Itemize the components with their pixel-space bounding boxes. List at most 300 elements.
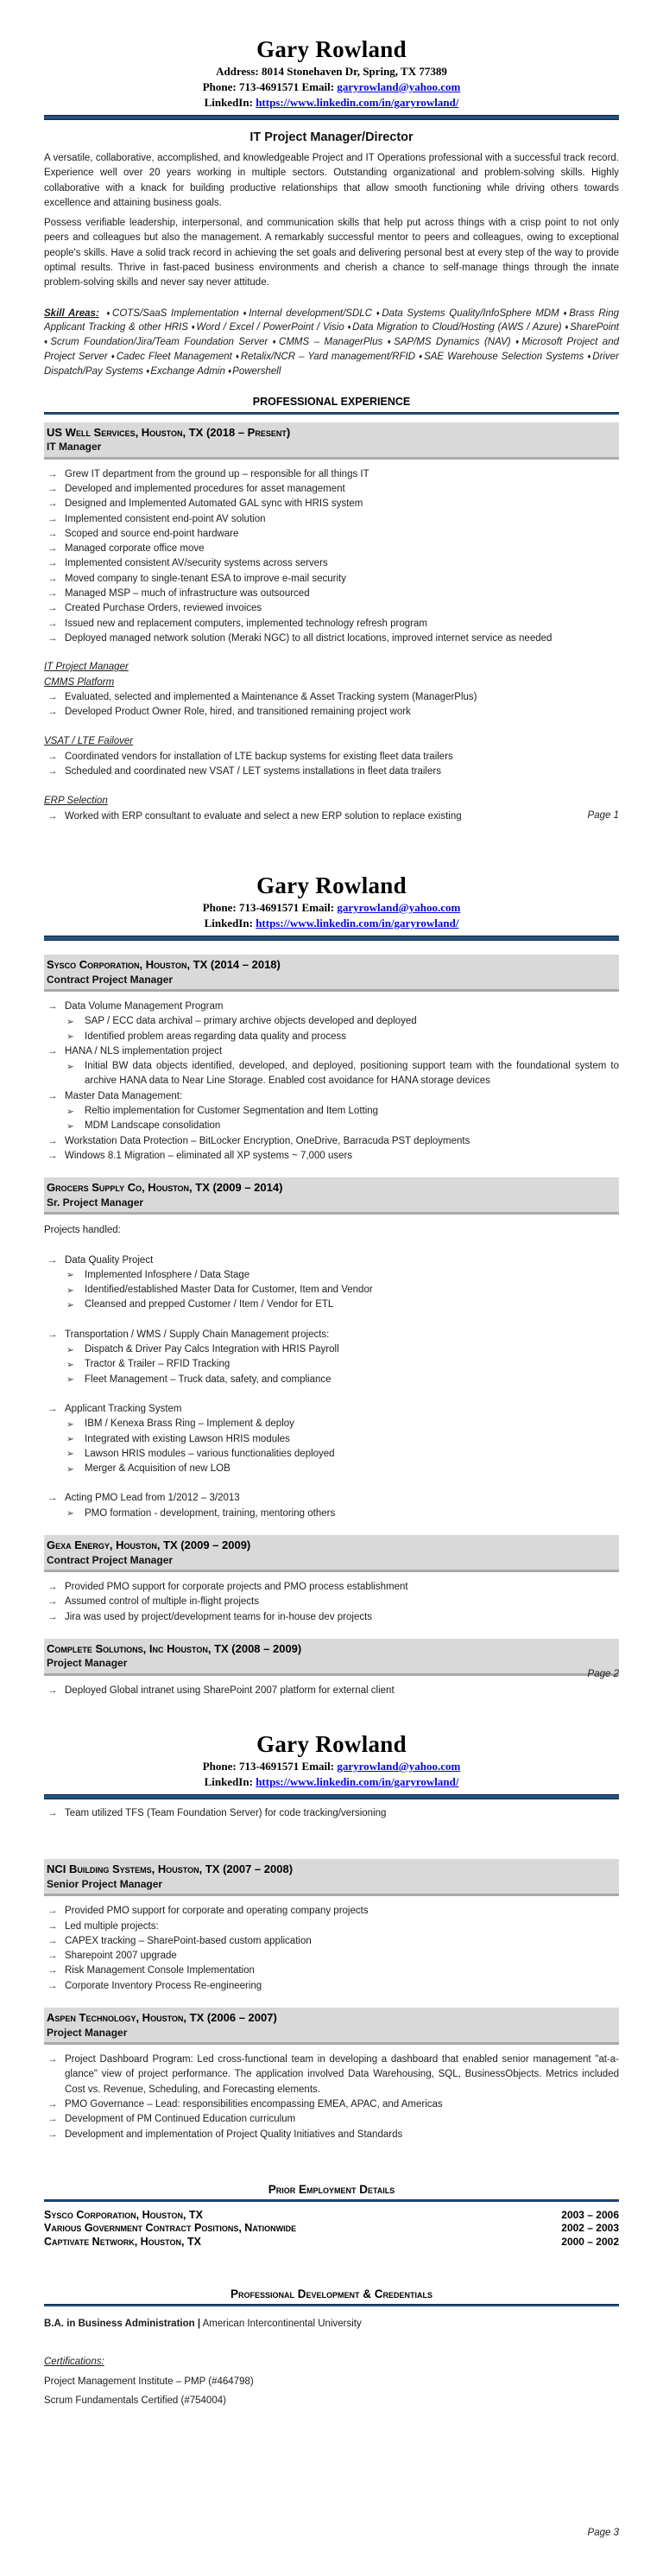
arrow-bullet-icon: → (47, 766, 58, 777)
diamond-bullet-icon: ♦ (146, 366, 150, 375)
prior-employment-row (44, 2222, 619, 2236)
bullet-item (44, 2112, 619, 2127)
bullet-text: Workstation Data Protection – BitLocker Encryption, OneDrive, Barracuda PST deployments (65, 1135, 470, 1146)
skill-item-text: SharePoint (570, 322, 619, 333)
job-company: Sysco Corporation, Houston, TX (2014 – 2018) (47, 958, 281, 971)
linkedin-link[interactable]: https://www.linkedin.com/in/garyrowland/ (256, 96, 459, 109)
sub-bullet-list (65, 1417, 619, 1476)
skill-item-text: Word / Excel / PowerPoint / Visio (196, 322, 344, 333)
degree-line (44, 2317, 619, 2332)
sub-bullet-item (65, 1059, 619, 1089)
bullet-item (44, 1044, 619, 1089)
arrow-bullet-icon: → (47, 1493, 58, 1504)
phone-value: 713-4691571 (238, 1760, 300, 1773)
sub-bullet-item (65, 1462, 619, 1476)
sub-bullet-text: Initial BW data objects identified, developed, and deployed, positioning support team with the foundational system to archive HANA data to Near Line Storage. Enabled cost avoidance for HANA storage devices (85, 1061, 619, 1087)
degree-separator: | (197, 2319, 201, 2330)
bullet-text: Acting PMO Lead from 1/2012 – 3/2013 (65, 1493, 240, 1504)
skill-item (565, 322, 619, 333)
arrow-bullet-icon: → (47, 691, 58, 702)
bullet-item (44, 2128, 619, 2142)
linkedin-link[interactable]: https://www.linkedin.com/in/garyrowland/ (256, 1775, 459, 1788)
diamond-bullet-icon: ♦ (387, 338, 394, 346)
sub-bullet-list (65, 1014, 619, 1044)
arrow-bullet-icon: → (47, 1980, 58, 1991)
sub-bullet-text: PMO formation - development, training, mentoring others (85, 1507, 336, 1519)
bullet-item (44, 512, 619, 527)
arrow-bullet-icon: → (47, 1254, 58, 1266)
bullet-item (44, 601, 619, 616)
phone-email-line (44, 900, 619, 915)
skill-item (146, 366, 225, 377)
skill-item (419, 352, 584, 362)
phone-label: Phone: (202, 1760, 237, 1773)
skill-areas-label: Skill Areas: (44, 308, 99, 319)
project-group (44, 734, 619, 779)
triangle-bullet-icon: ➢ (66, 1120, 74, 1132)
header-divider (44, 936, 619, 941)
diamond-bullet-icon: ♦ (235, 352, 240, 361)
arrow-bullet-icon: → (47, 1403, 58, 1414)
prior-dates: 2003 – 2006 (561, 2208, 619, 2221)
bullet-text: Managed corporate office move (65, 543, 205, 555)
bullet-item (44, 1979, 619, 1994)
bullet-text: Provided PMO support for corporate and operating company projects (65, 1906, 369, 1917)
header-divider (44, 1794, 619, 1799)
bullet-text: Deployed managed network solution (Meraki NGC) to all district locations, improved internet service as needed (65, 632, 552, 644)
sub-bullet-item (65, 1268, 619, 1283)
bullet-text: Team utilized TFS (Team Foundation Server) for code tracking/versioning (65, 1808, 387, 1818)
triangle-bullet-icon: ➢ (66, 1344, 74, 1355)
triangle-bullet-icon: ➢ (66, 1270, 74, 1281)
bullet-text: Managed MSP – much of infrastructure was outsourced (65, 588, 310, 600)
section-divider (44, 2304, 619, 2306)
sysco-bullet-list (44, 999, 619, 1164)
bullet-item (44, 1580, 619, 1595)
bullet-text: HANA / NLS implementation project (65, 1045, 223, 1056)
page-number-3: Page 3 (587, 2528, 619, 2538)
address-line (44, 64, 619, 79)
bullet-item (44, 1964, 619, 1978)
resume-header (44, 1731, 619, 1799)
job-company: Grocers Supply Co, Houston, TX (2009 – 2014) (47, 1181, 283, 1195)
certifications-list (44, 2375, 619, 2408)
section-divider (44, 412, 619, 415)
project-group-bullets (44, 809, 619, 824)
sub-bullet-text: Integrated with existing Lawson HRIS modules (85, 1433, 290, 1444)
triangle-bullet-icon: ➢ (66, 1463, 74, 1475)
triangle-bullet-icon: ➢ (66, 1374, 74, 1386)
arrow-bullet-icon: → (47, 1329, 58, 1340)
sub-bullet-text: Identified problem areas regarding data quality and process (85, 1031, 347, 1042)
sub-bullet-item (65, 1014, 619, 1029)
uswell-projects-title: IT Project Manager (44, 662, 129, 673)
bullet-item (44, 482, 619, 497)
bullet-item (44, 497, 619, 511)
arrow-bullet-icon: → (47, 1045, 58, 1056)
bullet-text: Corporate Inventory Process Re-engineering (65, 1980, 262, 1991)
skill-item-text: Cadec Fleet Management (116, 352, 232, 363)
grocers-intro: Projects handled: (44, 1225, 121, 1236)
skill-item (192, 322, 344, 333)
diamond-bullet-icon: ♦ (563, 308, 569, 317)
bullet-item (44, 750, 619, 765)
project-group-heading: ERP Selection (44, 796, 108, 807)
arrow-bullet-icon: → (47, 1935, 58, 1946)
grocers-bullet-list (44, 1253, 619, 1521)
project-group (44, 676, 619, 720)
sub-bullet-list (65, 1104, 619, 1134)
job-header-nci (44, 1859, 619, 1896)
bullet-item (44, 765, 619, 779)
arrow-bullet-icon: → (47, 1906, 58, 1917)
bullet-item (44, 1491, 619, 1521)
skill-item (236, 352, 415, 362)
sub-bullet-text: Dispatch & Driver Pay Calcs Integration with HRIS Payroll (85, 1344, 339, 1355)
job-company: US Well Services, Houston, TX (2018 – Present) (47, 425, 291, 439)
arrow-bullet-icon: → (47, 1611, 58, 1622)
linkedin-line (44, 916, 619, 930)
arrow-bullet-icon: → (47, 1951, 58, 1962)
job-role: Contract Project Manager (47, 973, 174, 986)
bullet-item (44, 2053, 619, 2097)
arrow-bullet-icon: → (47, 1808, 58, 1818)
email-link[interactable]: garyrowland@yahoo.com (337, 901, 461, 914)
skill-item (348, 322, 562, 333)
arrow-bullet-icon: → (47, 498, 58, 510)
bullet-text: Designed and Implemented Automated GAL sync with HRIS system (65, 498, 363, 510)
bullet-text: Development of PM Continued Education curriculum (65, 2114, 296, 2125)
project-group-bullets (44, 750, 619, 780)
project-group (44, 794, 619, 824)
candidate-name: Gary Rowland (256, 872, 407, 898)
bullet-item (44, 1806, 619, 1821)
bullet-text: Moved company to single-tenant ESA to improve e-mail security (65, 573, 346, 584)
triangle-bullet-icon: ➢ (66, 1016, 74, 1027)
sub-bullet-text: IBM / Kenexa Brass Ring – Implement & deploy (85, 1418, 294, 1430)
page-number-2: Page 2 (587, 1669, 619, 1679)
bullet-item (44, 1134, 619, 1149)
bullet-item (44, 587, 619, 601)
bullet-item (44, 1328, 619, 1387)
project-group-heading: VSAT / LTE Failover (44, 736, 134, 747)
diamond-bullet-icon: ♦ (515, 338, 521, 346)
bullet-text: Project Dashboard Program: Led cross-functional team in developing a dashboard that enabled senior management "at-a-glance" view of project performance. The application involved Data Warehousing, SQL, BusinessObjects. Metrics included Cost vs. Revenue, Scheduling, and Forecasting elements. (65, 2054, 619, 2095)
sub-bullet-text: Implemented Infosphere / Data Stage (85, 1269, 250, 1280)
bullet-text: Developed Product Owner Role, hired, and transitioned remaining project work (65, 707, 411, 718)
phone-email-line (44, 79, 619, 94)
bullet-item (44, 1089, 619, 1134)
linkedin-line (44, 1774, 619, 1789)
sub-bullet-text: MDM Landscape consolidation (85, 1120, 221, 1132)
email-link[interactable]: garyrowland@yahoo.com (337, 1760, 461, 1773)
skill-item (111, 352, 232, 362)
sub-bullet-list (65, 1342, 619, 1387)
bullet-item (44, 705, 619, 720)
bullet-text: Evaluated, selected and implemented a Maintenance & Asset Tracking system (ManagerPlus) (65, 691, 477, 702)
project-group-heading: CMMS Platform (44, 676, 115, 688)
linkedin-label: LinkedIn: (204, 917, 253, 930)
skill-areas (44, 307, 619, 379)
job-role: Project Manager (47, 2026, 128, 2039)
skill-item-text: Data Systems Quality/InfoSphere MDM (382, 308, 559, 319)
job-company: Gexa Energy, Houston, TX (2009 – 2009) (47, 1539, 251, 1552)
diamond-bullet-icon: ♦ (44, 338, 50, 346)
skill-item-text: Data Migration to Cloud/Hosting (AWS / Azure) (352, 322, 562, 333)
candidate-name: Gary Rowland (256, 36, 407, 62)
diamond-bullet-icon: ♦ (272, 338, 279, 346)
diamond-bullet-icon: ♦ (243, 308, 249, 317)
arrow-bullet-icon: → (47, 1596, 58, 1608)
bullet-item (44, 999, 619, 1044)
sub-bullet-item (65, 1104, 619, 1119)
sub-bullet-text: Merger & Acquisition of new LOB (85, 1463, 230, 1475)
skill-areas-items (44, 308, 619, 377)
linkedin-link[interactable]: https://www.linkedin.com/in/garyrowland/ (256, 917, 459, 930)
skill-item (228, 366, 281, 377)
bullet-item (44, 617, 619, 631)
bullet-item (44, 1610, 619, 1625)
arrow-bullet-icon: → (47, 1001, 58, 1012)
uswell-bullet-list (44, 467, 619, 647)
complete-bullet-list (44, 1684, 619, 1698)
section-divider (44, 2199, 619, 2202)
phone-label: Phone: (202, 80, 237, 93)
triangle-bullet-icon: ➢ (66, 1061, 74, 1072)
triangle-bullet-icon: ➢ (66, 1285, 74, 1296)
bullet-text: Created Purchase Orders, reviewed invoices (65, 603, 262, 614)
bullet-text: Assumed control of multiple in-flight projects (65, 1596, 259, 1608)
bullet-text: Deployed Global intranet using SharePoint 2007 platform for external client (65, 1685, 395, 1696)
phone-value: 713-4691571 (238, 80, 300, 93)
complete-continued-bullet-list (44, 1806, 619, 1821)
diamond-bullet-icon: ♦ (376, 308, 382, 317)
arrow-bullet-icon: → (47, 632, 58, 644)
arrow-bullet-icon: → (47, 810, 58, 822)
bullet-text: Data Volume Management Program (65, 1001, 224, 1012)
candidate-name: Gary Rowland (256, 1731, 407, 1757)
page-2 (0, 859, 663, 1717)
sub-bullet-item (65, 1342, 619, 1357)
skill-item-text: Internal development/SDLC (249, 308, 372, 319)
sub-bullet-text: Lawson HRIS modules – various functionalities deployed (85, 1448, 335, 1459)
arrow-bullet-icon: → (47, 1150, 58, 1161)
arrow-bullet-icon: → (47, 2129, 58, 2140)
bullet-text: Provided PMO support for corporate projects and PMO process establishment (65, 1582, 408, 1593)
document-title: IT Project Manager/Director (249, 130, 414, 144)
triangle-bullet-icon: ➢ (66, 1434, 74, 1445)
address-label: Address: (216, 65, 259, 78)
job-header-complete (44, 1639, 619, 1676)
bullet-text: Grew IT department from the ground up – responsible for all things IT (65, 468, 369, 479)
job-role: Sr. Project Manager (47, 1196, 144, 1209)
resume-header (44, 36, 619, 120)
email-link[interactable]: garyrowland@yahoo.com (337, 80, 461, 93)
job-header-aspen (44, 2008, 619, 2045)
bullet-text: Risk Management Console Implementation (65, 1965, 255, 1976)
resume-header (44, 872, 619, 941)
section-heading-professional-development: Professional Development & Credentials (230, 2287, 433, 2301)
skill-item (243, 308, 372, 319)
triangle-bullet-icon: ➢ (66, 1508, 74, 1520)
arrow-bullet-icon: → (47, 1920, 58, 1932)
skill-item-text: SAE Warehouse Selection Systems (424, 352, 584, 363)
bullet-text: Transportation / WMS / Supply Chain Management projects: (65, 1329, 330, 1340)
bullet-text: Developed and implemented procedures for asset management (65, 483, 345, 494)
triangle-bullet-icon: ➢ (66, 1449, 74, 1460)
arrow-bullet-icon: → (47, 1965, 58, 1976)
phone-email-line (44, 1759, 619, 1773)
job-header-gexa (44, 1535, 619, 1572)
prior-employment-row (44, 2236, 619, 2249)
linkedin-label: LinkedIn: (204, 96, 253, 109)
bullet-item (44, 467, 619, 482)
diamond-bullet-icon: ♦ (228, 366, 232, 375)
sub-bullet-text: SAP / ECC data archival – primary archive objects developed and deployed (85, 1016, 417, 1027)
arrow-bullet-icon: → (47, 2114, 58, 2125)
job-header-grocers (44, 1177, 619, 1215)
triangle-bullet-icon: ➢ (66, 1106, 74, 1117)
sub-bullet-item (65, 1447, 619, 1462)
bullet-text: Applicant Tracking System (65, 1403, 182, 1414)
arrow-bullet-icon: → (47, 528, 58, 539)
skill-item (376, 308, 559, 319)
arrow-bullet-icon: → (47, 468, 58, 479)
arrow-bullet-icon: → (47, 2098, 58, 2110)
bullet-text: Coordinated vendors for installation of LTE backup systems for existing fleet data trailers (65, 751, 453, 762)
email-label: Email: (301, 80, 335, 93)
bullet-item (44, 809, 619, 824)
bullet-item (44, 1934, 619, 1949)
arrow-bullet-icon: → (47, 618, 58, 629)
skill-item-text: SAP/MS Dynamics (NAV) (394, 337, 511, 348)
bullet-text: Master Data Management: (65, 1090, 183, 1101)
skill-item (273, 337, 383, 347)
skill-item (44, 337, 268, 347)
certification-item: Project Management Institute – PMP (#464798) (44, 2376, 254, 2387)
email-label: Email: (301, 1760, 335, 1773)
sub-bullet-text: Fleet Management – Truck data, safety, and compliance (85, 1374, 332, 1385)
job-company: NCI Building Systems, Houston, TX (2007 – 2008) (47, 1862, 294, 1876)
linkedin-line (44, 95, 619, 110)
bullet-text: Scoped and source end-point hardware (65, 528, 239, 539)
sub-bullet-item (65, 1119, 619, 1133)
school: American Intercontinental University (202, 2319, 362, 2330)
diamond-bullet-icon: ♦ (347, 323, 352, 332)
arrow-bullet-icon: → (47, 543, 58, 555)
skill-item-text: Retalix/NCR – Yard management/RFID (240, 352, 416, 363)
sub-bullet-item (65, 1030, 619, 1044)
contact-block (44, 1759, 619, 1789)
skill-item-text: Exchange Admin (150, 365, 225, 377)
diamond-bullet-icon: ♦ (419, 352, 424, 361)
skill-item-text: CMMS – ManagerPlus (279, 337, 383, 348)
bullet-item (44, 1253, 619, 1313)
bullet-item (44, 527, 619, 542)
sub-bullet-item (65, 1417, 619, 1431)
prior-dates: 2000 – 2002 (561, 2235, 619, 2248)
bullet-text: Scheduled and coordinated new VSAT / LET systems installations in fleet data trailers (65, 766, 441, 777)
diamond-bullet-icon: ♦ (191, 323, 196, 332)
sub-bullet-text: Cleansed and prepped Customer / Item / Vendor for ETL (85, 1299, 334, 1310)
job-role: IT Manager (47, 441, 102, 454)
arrow-bullet-icon: → (47, 573, 58, 584)
triangle-bullet-icon: ➢ (66, 1299, 74, 1310)
arrow-bullet-icon: → (47, 513, 58, 524)
project-group-bullets (44, 690, 619, 720)
phone-value: 713-4691571 (238, 901, 300, 914)
job-company: Aspen Technology, Houston, TX (2006 – 2007) (47, 2011, 277, 2025)
sub-bullet-list (65, 1268, 619, 1313)
triangle-bullet-icon: ➢ (66, 1031, 74, 1043)
diamond-bullet-icon: ♦ (110, 352, 116, 361)
prior-company: Various Government Contract Positions, Nationwide (44, 2222, 297, 2235)
arrow-bullet-icon: → (47, 1685, 58, 1696)
triangle-bullet-icon: ➢ (66, 1418, 74, 1430)
skill-item-text: COTS/SaaS Implementation (112, 308, 239, 319)
bullet-text: Data Quality Project (65, 1254, 154, 1266)
sub-bullet-list (65, 1507, 619, 1521)
bullet-text: Led multiple projects: (65, 1920, 159, 1932)
skill-item (105, 308, 239, 319)
certifications-label: Certifications: (44, 2357, 104, 2368)
prior-employment-row (44, 2209, 619, 2223)
triangle-bullet-icon: ➢ (66, 1359, 74, 1370)
bullet-text: Development and implementation of Project Quality Initiatives and Standards (65, 2129, 403, 2140)
job-header-sysco (44, 955, 619, 992)
arrow-bullet-icon: → (47, 2054, 58, 2065)
prior-company: Sysco Corporation, Houston, TX (44, 2208, 203, 2221)
sub-bullet-text: Identified/established Master Data for Customer, Item and Vendor (85, 1285, 373, 1296)
job-role: Project Manager (47, 1657, 128, 1670)
bullet-item (44, 1684, 619, 1698)
uswell-project-groups (44, 676, 619, 824)
bullet-text: Implemented consistent end-point AV solution (65, 513, 266, 524)
bullet-item (44, 556, 619, 571)
summary-paragraph-2: Possess verifiable leadership, interpersonal, and communication skills that help put across things with a crisp point to not only peers and colleagues but also the management. A remarkably successful mentor to peers and colleagues, owing to exceptional people's skills. Have a solid track record in achieving the set goals and delivering personal best at every step of the way to provide optimal results. Thrive in fast-paced business environments and cherish a chance to self-manage things through the innate problem-solving skills and never say never attitude. (44, 218, 619, 289)
job-header-uswell (44, 422, 619, 460)
certification-item: Scrum Fundamentals Certified (#754004) (44, 2395, 226, 2406)
bullet-item (44, 690, 619, 705)
bullet-text: Issued new and replacement computers, implemented technology refresh program (65, 618, 427, 629)
bullet-item (44, 542, 619, 556)
page-1 (0, 0, 663, 859)
bullet-text: Windows 8.1 Migration – eliminated all XP systems ~ 7,000 users (65, 1150, 353, 1161)
diamond-bullet-icon: ♦ (587, 352, 592, 361)
bullet-text: Implemented consistent AV/security systems across servers (65, 558, 328, 569)
job-role: Senior Project Manager (47, 1877, 163, 1890)
summary-paragraph-1: A versatile, collaborative, accomplished, and knowledgeable Project and IT Operations professional with a successful track record. Experience well over 20 years working in multiple sectors. Outstanding organizational and problem-solving skills. Highly collaborative with a knack for building productive relationships that allow smooth functioning while driving others towards excellence and attaining business goals. (44, 153, 619, 208)
sub-bullet-text: Tractor & Trailer – RFID Tracking (85, 1359, 230, 1370)
bullet-text: PMO Governance – Lead: responsibilities encompassing EMEA, APAC, and Americas (65, 2098, 443, 2110)
nci-bullet-list (44, 1904, 619, 1994)
sub-bullet-item (65, 1357, 619, 1372)
section-heading-professional-experience: PROFESSIONAL EXPERIENCE (252, 395, 411, 408)
phone-label: Phone: (202, 901, 237, 914)
bullet-text: Worked with ERP consultant to evaluate and select a new ERP solution to replace existing (65, 810, 462, 822)
sub-bullet-item (65, 1507, 619, 1521)
skill-item (388, 337, 511, 347)
header-divider (44, 115, 619, 120)
arrow-bullet-icon: → (47, 558, 58, 569)
prior-dates: 2002 – 2003 (561, 2222, 619, 2235)
sub-bullet-item (65, 1432, 619, 1447)
skill-item-text: Powershell (232, 365, 281, 377)
sub-bullet-item (65, 1298, 619, 1312)
sub-bullet-list (65, 1059, 619, 1089)
sub-bullet-text: Reltio implementation for Customer Segmentation and Item Lotting (85, 1106, 379, 1117)
bullet-item (44, 2097, 619, 2112)
